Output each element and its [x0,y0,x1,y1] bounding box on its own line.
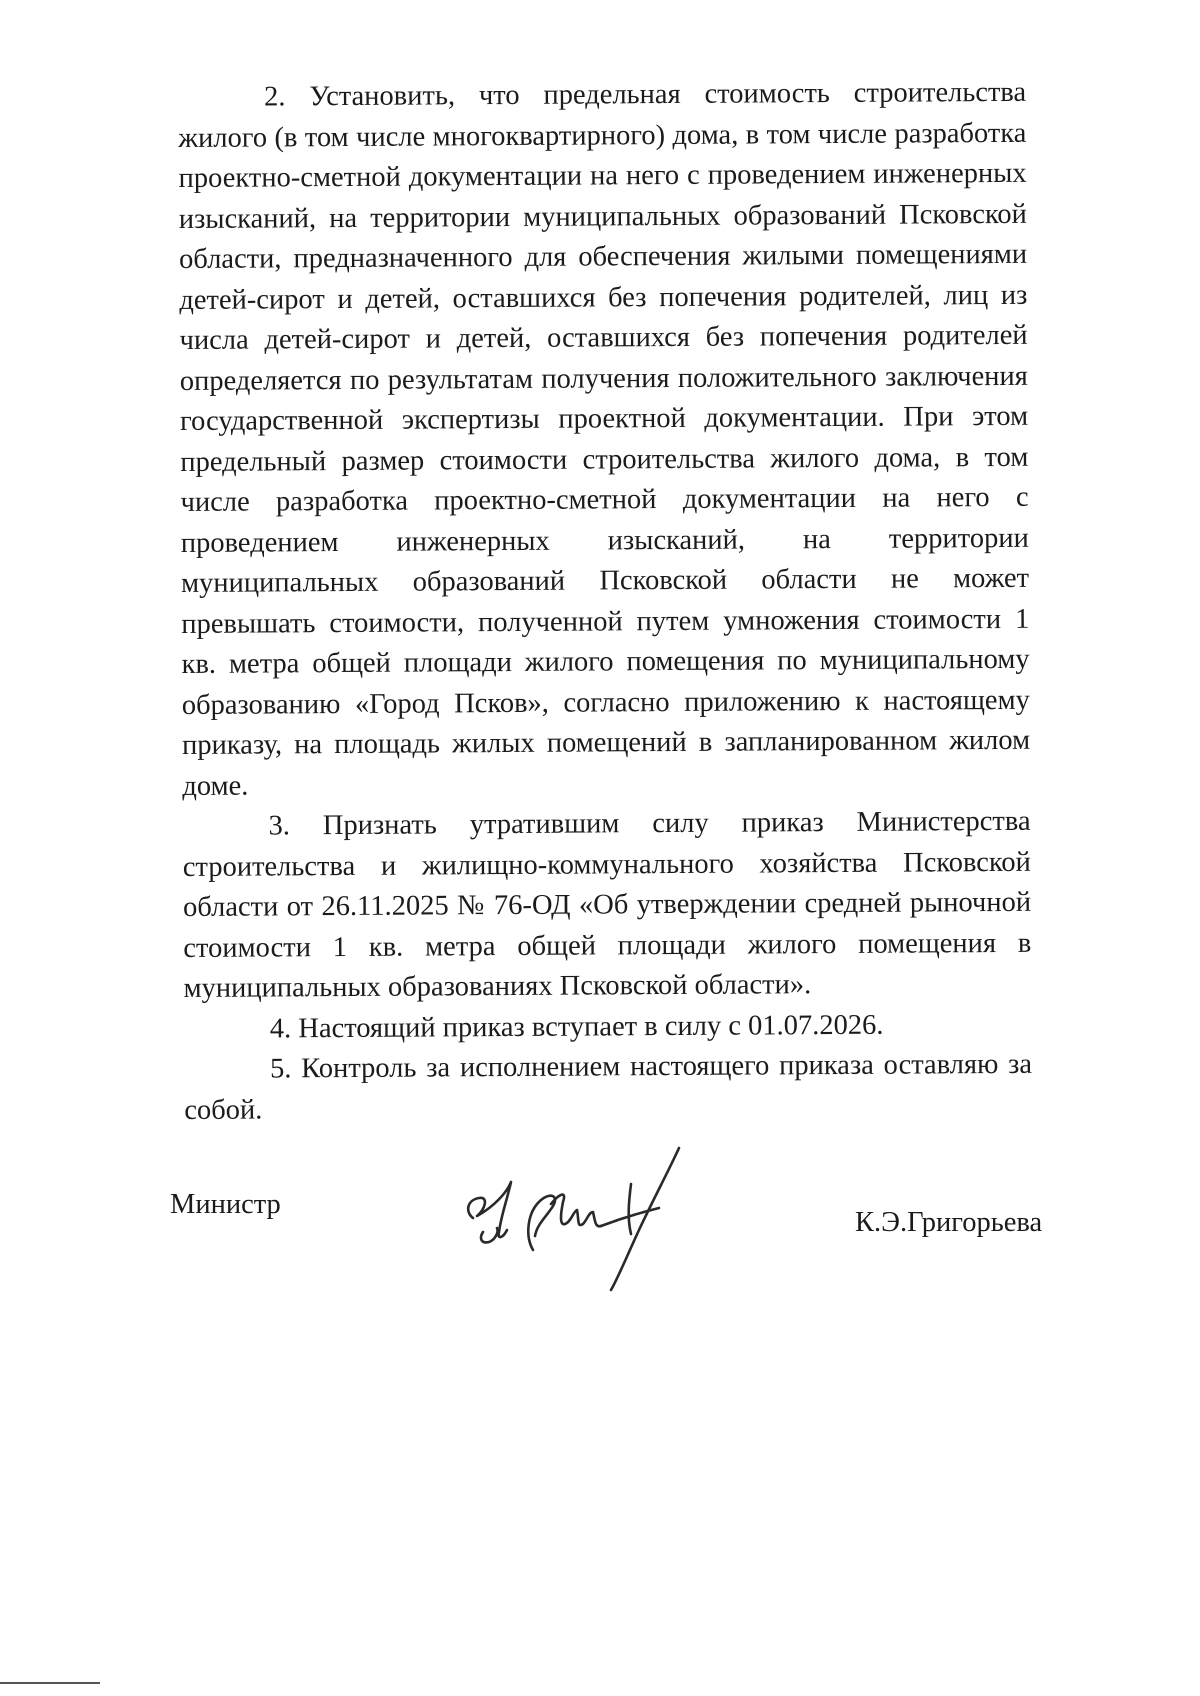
signatory-name: К.Э.Григорьева [855,1207,1043,1238]
document-body [178,73,1032,1131]
paragraph-3: 3. Признать утратившим силу приказ Министерства строительства и жилищно-коммунального хозяйства Псковской области от 26.11.2025 № 76-ОД «Об утверждении средней рыночной стоимости 1 кв. метра общей площади жилого помещения в муниципальных образованиях Псковской области». [182,805,1032,1004]
paragraph-2: 2. Установить, что предельная стоимость строительства жилого (в том числе многоквартирного) дома, в том числе разработка проектно-сметной документации на него с проведением инженерных изысканий, на территории муниципальных образований Псковской области, предназначенного для обеспечения жилыми помещениями детей-сирот и детей, оставшихся без попечения родителей, лиц из числа детей-сирот и детей, оставшихся без попечения родителей определяется по результатам получения положительного заключения государственной экспертизы проектной документации. При этом предельный размер стоимости строительства жилого дома, в том числе разработка проектно-сметной документации на него с проведением инженерных изысканий, на территории муниципальных образований Псковской области не может превышать стоимости, полученной путем умножения стоимости 1 кв. метра общей площади жилого помещения по муниципальному образованию «Город Псков», согласно приложению к настоящему приказу, на площадь жилых помещений в запланированном жилом доме. [178,76,1031,802]
handwritten-signature [455,1140,715,1300]
signature-block [0,1170,1200,1330]
paragraph-5: 5. Контроль за исполнением настоящего приказа оставляю за собой. [184,1048,1033,1126]
paragraph-4: 4. Настоящий приказ вступает в силу с 01.07.2026. [269,1009,884,1044]
scan-edge-mark [0,1682,100,1684]
signatory-title: Министр [170,1189,281,1220]
